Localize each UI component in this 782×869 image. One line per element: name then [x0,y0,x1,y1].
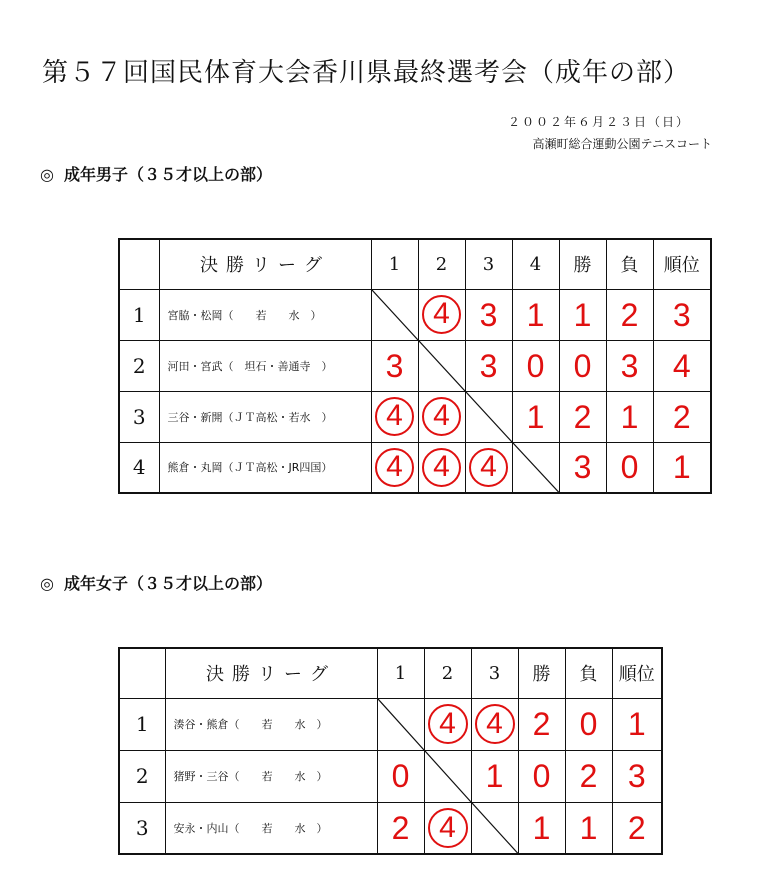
match-score-cell [512,340,559,391]
men-section-heading [40,162,272,185]
header-wins: 勝 [559,239,606,289]
diagonal-line [425,751,471,802]
win-circle-score: 4 [428,704,468,744]
player-pair-name: 熊倉・丸岡（ＪＴ高松・JR四国） [159,442,371,493]
rank-value-cell [612,802,662,854]
rank-value: 3 [627,758,646,794]
player-pair-name: 湊谷・熊倉（ 若 水 ） [165,698,377,750]
women-league-table [118,647,663,855]
table-header-row [119,239,711,289]
match-score-cell [371,340,418,391]
women-section-heading [40,571,272,594]
match-score: 1 [526,296,545,333]
wins-count-cell [518,750,565,802]
row-number: 2 [119,750,165,802]
row-number: 1 [119,698,165,750]
table-row [119,289,711,340]
match-score: 3 [479,296,498,333]
match-score: 3 [479,347,498,384]
losses-count: 0 [620,449,639,486]
losses-count: 3 [620,347,639,384]
rank-value: 1 [627,706,646,742]
match-score-cell [418,289,465,340]
table-row [119,750,662,802]
diagonal-line [466,392,512,442]
win-circle-score: 4 [475,704,515,744]
wins-count: 3 [573,449,592,486]
diagonal-line [372,290,418,340]
wins-count: 2 [573,398,592,435]
header-col-3: 3 [471,648,518,698]
match-score-cell [424,698,471,750]
men-league-table [118,238,712,494]
losses-count-cell [606,289,653,340]
header-losses: 負 [565,648,612,698]
win-circle-score: 4 [422,448,461,487]
diagonal-line [378,699,424,750]
match-score-cell [512,391,559,442]
player-pair-name: 猪野・三谷（ 若 水 ） [165,750,377,802]
losses-count: 0 [579,706,598,742]
table-row [119,340,711,391]
player-pair-name: 河田・宮武（ 坦石・善通寺 ） [159,340,371,391]
match-score: 0 [391,758,410,794]
diagonal-cell [471,802,518,854]
match-score-cell [377,750,424,802]
wins-count-cell [559,340,606,391]
win-circle-score: 4 [375,448,414,487]
row-number: 1 [119,289,159,340]
losses-count-cell [565,698,612,750]
losses-count: 2 [579,758,598,794]
header-losses: 負 [606,239,653,289]
wins-count: 1 [573,296,592,333]
match-score-cell [512,289,559,340]
rank-value-cell [653,442,711,493]
match-score-cell [418,442,465,493]
losses-count-cell [606,340,653,391]
match-score: 0 [526,347,545,384]
wins-count: 0 [532,758,551,794]
win-circle-score: 4 [375,397,414,436]
win-circle-score: 4 [428,808,468,848]
diagonal-cell [465,391,512,442]
losses-count: 1 [620,398,639,435]
event-date: ２００２年６月２３日（日） [507,115,690,129]
diagonal-cell [377,698,424,750]
header-col-2: 2 [418,239,465,289]
match-score-cell [424,802,471,854]
women-section-label: 成年女子（３５才以上の部） [63,574,272,593]
match-score-cell [377,802,424,854]
rank-value: 2 [627,809,646,846]
double-circle-icon: ◎ [40,165,54,184]
player-pair-name: 安永・内山（ 若 水 ） [165,802,377,854]
row-number: 4 [119,442,159,493]
match-score-cell [471,698,518,750]
diagonal-line [472,803,518,854]
men-section-label: 成年男子（３５才以上の部） [63,165,272,184]
losses-count-cell [606,442,653,493]
header-rank: 順位 [612,648,662,698]
document-title: 第５７回国民体育大会香川県最終選考会（成年の部） [42,58,691,88]
diagonal-cell [512,442,559,493]
table-row [119,802,662,854]
match-score-cell [465,289,512,340]
wins-count: 2 [532,706,551,742]
diagonal-line [419,341,465,391]
match-score: 3 [385,347,404,384]
diagonal-line [513,443,559,493]
player-pair-name: 三谷・新開（ＪＴ高松・若水 ） [159,391,371,442]
rank-value-cell [612,750,662,802]
match-score: 2 [391,809,410,846]
double-circle-icon: ◎ [40,574,54,593]
corner-cell [119,648,165,698]
corner-cell [119,239,159,289]
header-col-3: 3 [465,239,512,289]
wins-count: 1 [532,809,551,846]
rank-value-cell [612,698,662,750]
diagonal-cell [371,289,418,340]
header-col-4: 4 [512,239,559,289]
match-score: 1 [526,398,545,435]
header-title: 決勝リーグ [159,239,371,289]
match-score-cell [371,442,418,493]
event-venue: 高瀬町総合運動公園テニスコート [532,137,712,151]
diagonal-cell [418,340,465,391]
wins-count-cell [518,802,565,854]
row-number: 3 [119,802,165,854]
wins-count-cell [559,442,606,493]
losses-count-cell [565,802,612,854]
rank-value: 3 [672,296,691,333]
header-col-1: 1 [371,239,418,289]
win-circle-score: 4 [422,397,461,436]
diagonal-cell [424,750,471,802]
table-row [119,442,711,493]
table-row [119,391,711,442]
match-score-cell [465,442,512,493]
wins-count: 0 [573,347,592,384]
header-col-1: 1 [377,648,424,698]
losses-count-cell [565,750,612,802]
row-number: 2 [119,340,159,391]
rank-value-cell [653,391,711,442]
header-rank: 順位 [653,239,711,289]
rank-value-cell [653,289,711,340]
match-score-cell [418,391,465,442]
match-score: 1 [485,758,504,794]
losses-count: 2 [620,296,639,333]
rank-value: 2 [672,398,691,435]
losses-count: 1 [579,809,598,846]
header-col-2: 2 [424,648,471,698]
player-pair-name: 宮脇・松岡（ 若 水 ） [159,289,371,340]
header-title: 決勝リーグ [165,648,377,698]
win-circle-score: 4 [469,448,508,487]
wins-count-cell [518,698,565,750]
table-row [119,698,662,750]
row-number: 3 [119,391,159,442]
losses-count-cell [606,391,653,442]
rank-value-cell [653,340,711,391]
rank-value: 4 [672,347,691,384]
table-header-row [119,648,662,698]
rank-value: 1 [672,449,691,486]
wins-count-cell [559,289,606,340]
header-wins: 勝 [518,648,565,698]
wins-count-cell [559,391,606,442]
win-circle-score: 4 [422,295,461,334]
match-score-cell [465,340,512,391]
match-score-cell [371,391,418,442]
match-score-cell [471,750,518,802]
